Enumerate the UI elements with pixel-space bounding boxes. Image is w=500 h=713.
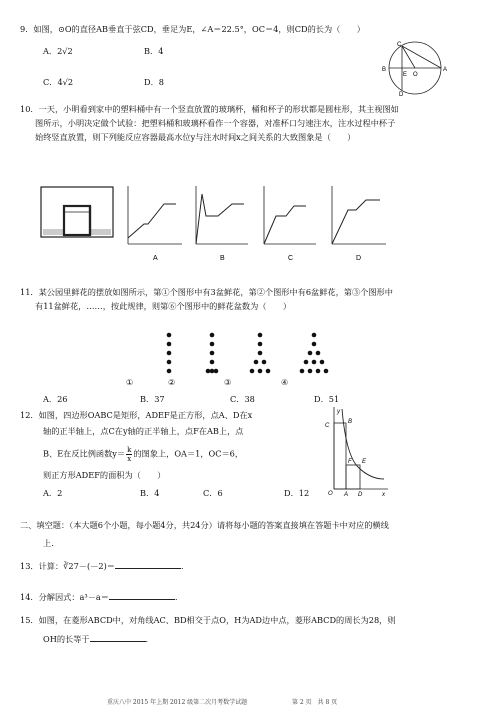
graph-d xyxy=(332,186,386,244)
q9-circle-figure xyxy=(380,38,450,98)
q10-figures xyxy=(36,182,416,262)
square-adef xyxy=(346,465,360,489)
q12-line3-pre: B、E在反比例函数y＝ xyxy=(43,448,126,459)
q10-stem-line3: 始终竖直放置，则下列能反应容器最高水位y与注水时间x之间关系的大致图象是（ ） xyxy=(35,132,356,142)
section2-heading-line1: 二、填空题：（本大题6个小题，每小题4分，共24分）请将每小题的答案直接填在答题卡中对应的横线 xyxy=(20,520,389,530)
graph-label-c: C xyxy=(288,255,294,262)
q12-stem-line4: 则正方形ADEF的面积为（ ） xyxy=(43,470,166,480)
q12-option-a: A．2 xyxy=(43,488,63,498)
q12-option-d: D．12 xyxy=(284,488,310,498)
q11-fig-label-4: ④ xyxy=(281,377,289,387)
label-f: F xyxy=(348,459,352,465)
q9-option-b: B．4 xyxy=(144,46,164,56)
label-o: O xyxy=(413,72,418,78)
segment-ac xyxy=(402,46,441,68)
q15-stem-line1: 15．如图，在菱形ABCD中，对角线AC、BD相交于点O，H为AD边中点，菱形ABCD的周长为28，则 xyxy=(20,615,396,625)
q11-flower-figures xyxy=(150,327,350,389)
q11-stem-line2: 有11盆鲜花，……，按此规律，则第⑥个图形中的鲜花盆数为（ ） xyxy=(35,301,292,311)
q15-answer-blank xyxy=(90,633,146,642)
graph-label-a: A xyxy=(153,255,158,262)
q12-hyperbola-figure xyxy=(322,405,390,497)
q12-fraction xyxy=(126,446,132,463)
q12-option-c: C．6 xyxy=(203,488,223,498)
q11-fig-label-1: ① xyxy=(126,377,134,387)
q12-option-b: B．4 xyxy=(140,488,160,498)
q10-stem-line1: 10．一天，小明看到家中的塑料桶中有一个竖直放置的玻璃杯，桶和杯子的形状都是圆柱形，其主视图如 xyxy=(20,104,399,114)
rectangle-oabc xyxy=(334,423,346,489)
footer-title: 重庆八中 2015 年上期 2012 级第二次月考数学试题 xyxy=(107,699,248,706)
label-e: E xyxy=(403,72,408,78)
label-b: B xyxy=(382,67,387,73)
q13-answer-blank xyxy=(115,560,181,569)
q12-frac-num: k xyxy=(127,446,132,454)
graph-a xyxy=(128,186,182,244)
label-y: y xyxy=(337,409,340,415)
q9-option-a: A．2√2 xyxy=(43,46,73,56)
q14-row: 14．分解因式：a³－a＝ ． xyxy=(20,592,184,602)
q9-option-d: D．8 xyxy=(144,77,164,87)
q13-text: 13．计算：∛27－(－2)＝ xyxy=(20,561,115,571)
label-d: D xyxy=(399,92,404,98)
label-a: A xyxy=(443,67,448,73)
q11-option-a: A．26 xyxy=(43,394,68,404)
graph-label-b: B xyxy=(220,255,225,262)
q9-stem: 9．如图，⊙O的直径AB垂直于弦CD，垂足为E，∠A＝22.5°，OC＝4，则CD的长为（ ） xyxy=(20,24,365,34)
bucket-cup-figure xyxy=(41,187,113,237)
q12-frac-den: x xyxy=(127,455,132,463)
q15-row-line2: OH的长等于 ． xyxy=(43,634,154,644)
q9-option-c: C．4√2 xyxy=(43,77,74,87)
q10-stem-line2: 图所示，小明决定做个试验：把塑料桶和玻璃杯看作一个容器，对准杯口匀速注水，注水过程中杯子 xyxy=(35,118,396,128)
label-d: D xyxy=(358,492,363,497)
footer-page-number: 第 2 页 共 8 页 xyxy=(292,699,338,706)
section2-heading-line2: 上. xyxy=(43,538,54,548)
label-b: B xyxy=(348,419,353,425)
q11-option-c: C．38 xyxy=(230,394,255,404)
q12-stem-line3 xyxy=(43,446,243,463)
label-o: O xyxy=(328,491,333,497)
label-c: C xyxy=(325,423,330,429)
q12-stem-line1: 12．如图，四边形OABC是矩形，ADEF是正方形，点A、D在x xyxy=(20,410,253,420)
label-e: E xyxy=(362,459,367,465)
label-a: A xyxy=(344,492,349,497)
q11-option-d: D．51 xyxy=(314,394,340,404)
q13-row: 13．计算：∛27－(－2)＝ ． xyxy=(20,561,190,571)
q11-fig-label-3: ③ xyxy=(224,377,232,387)
graph-label-d: D xyxy=(356,255,362,262)
q12-line3-post: 的图象上，OA＝1，OC＝6， xyxy=(133,448,244,459)
graph-b xyxy=(196,186,248,244)
graph-c xyxy=(264,186,316,244)
label-x: x xyxy=(382,492,385,497)
q11-stem-line1: 11．某公园里鲜花的摆放如图所示，第①个图形中有3盆鲜花，第②个图形中有6盆鲜花，第③个图形中 xyxy=(20,287,393,297)
label-c: C xyxy=(397,42,402,48)
q11-fig-label-2: ② xyxy=(168,377,176,387)
q14-text: 14．分解因式：a³－a＝ xyxy=(20,592,109,602)
q14-answer-blank xyxy=(109,591,175,600)
q15-stem-line2: OH的长等于 xyxy=(43,634,90,644)
q11-option-b: B．37 xyxy=(140,394,165,404)
q12-stem-line2: 轴的正半轴上，点C在y轴的正半轴上，点F在AB上，点 xyxy=(43,426,244,436)
